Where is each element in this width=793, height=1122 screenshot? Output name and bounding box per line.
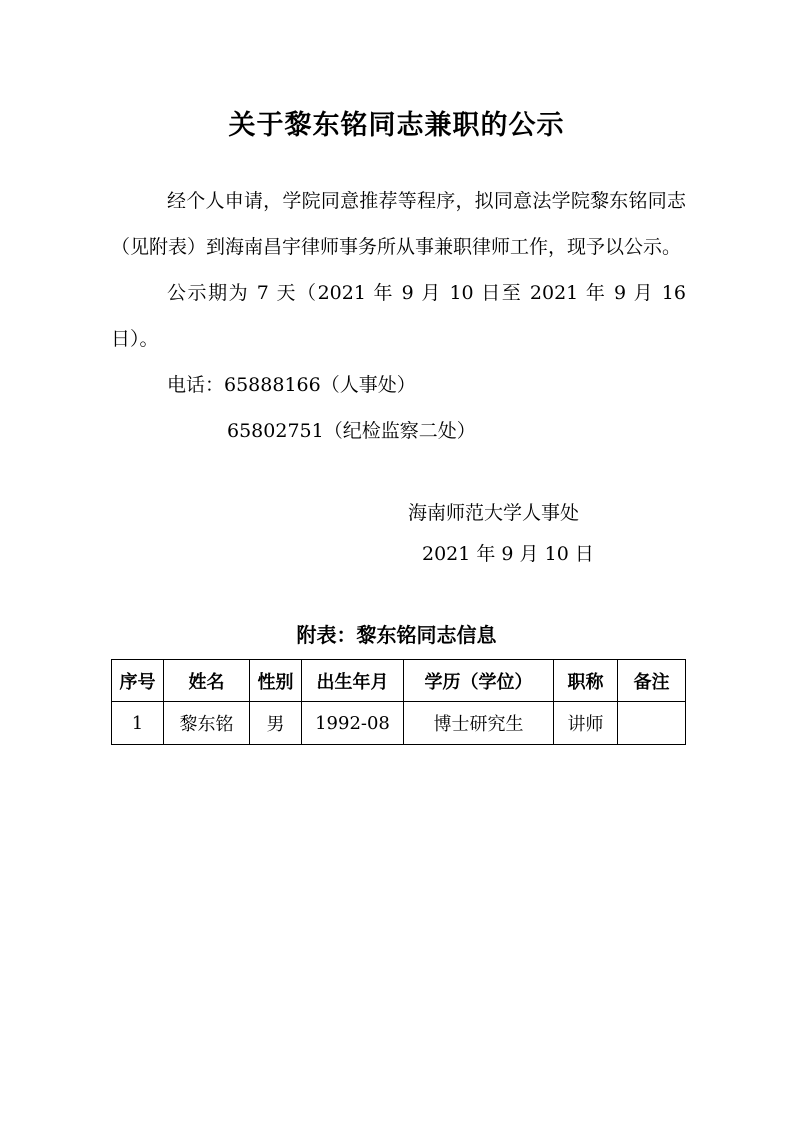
signature-organization: 海南师范大学人事处 bbox=[408, 502, 580, 524]
header-serial: 序号 bbox=[112, 660, 164, 702]
cell-birth: 1992-08 bbox=[302, 702, 404, 745]
header-birth: 出生年月 bbox=[302, 660, 404, 702]
table-row bbox=[112, 702, 686, 745]
cell-name: 黎东铭 bbox=[164, 702, 250, 745]
header-name: 姓名 bbox=[164, 660, 250, 702]
phone-line-hr: 电话：65888166（人事处） bbox=[167, 374, 416, 396]
attachment-title: 附表：黎东铭同志信息 bbox=[296, 623, 497, 647]
header-gender: 性别 bbox=[250, 660, 302, 702]
paragraph-notice-period: 公示期为 7 天（2021 年 9 月 10 日至 2021 年 9 月 16 日）。 bbox=[111, 282, 686, 350]
header-remarks: 备注 bbox=[618, 660, 686, 702]
header-title: 职称 bbox=[554, 660, 618, 702]
document-title: 关于黎东铭同志兼职的公示 bbox=[228, 110, 565, 141]
cell-serial: 1 bbox=[112, 702, 164, 745]
phone-line-discipline: 65802751（纪检监察二处） bbox=[227, 420, 476, 442]
header-education: 学历（学位） bbox=[404, 660, 554, 702]
paragraph-application: 经个人申请，学院同意推荐等程序，拟同意法学院黎东铭同志（见附表）到海南昌宇律师事务所从事兼职律师工作，现予以公示。 bbox=[111, 190, 686, 258]
attachment-table bbox=[111, 659, 686, 745]
table-header-row bbox=[112, 660, 686, 702]
cell-education: 博士研究生 bbox=[404, 702, 554, 745]
cell-gender: 男 bbox=[250, 702, 302, 745]
signature-date: 2021 年 9 月 10 日 bbox=[422, 543, 594, 565]
document-body bbox=[111, 178, 686, 454]
cell-remarks bbox=[618, 702, 686, 745]
cell-title: 讲师 bbox=[554, 702, 618, 745]
